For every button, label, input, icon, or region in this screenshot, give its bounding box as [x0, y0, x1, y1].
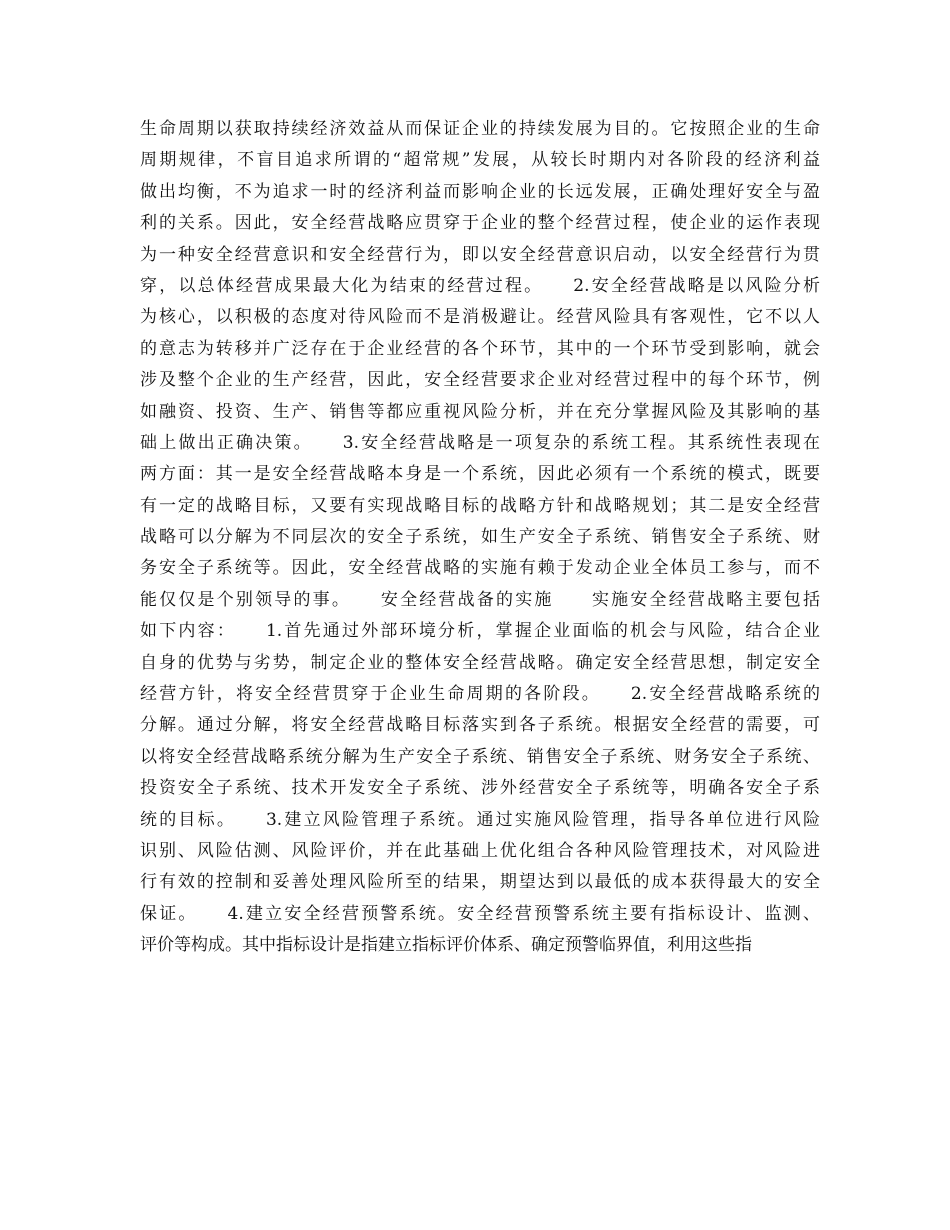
- text-line-7: 为核心，以积极的态度对待风险而不是消极避让。经营风险具有客观性，它不以人: [140, 307, 820, 328]
- text-line-21: 以将安全经营战略系统分解为生产安全子系统、销售安全子系统、财务安全子系统、: [140, 746, 820, 767]
- text-line-1: 生命周期以获取持续经济效益从而保证企业的持续发展为目的。它按照企业的生命: [140, 119, 820, 139]
- text-line-25: 行有效的控制和妥善处理风险所至的结果，期望达到以最低的成本获得最大的安全: [140, 872, 820, 893]
- text-line-20: 分解。通过分解，将安全经营战略目标落实到各子系统。根据安全经营的需要，可: [140, 715, 820, 736]
- text-line-13: 有一定的战略目标，又要有实现战略目标的战略方针和战略规划；其二是安全经营: [140, 495, 820, 516]
- text-line-9: 涉及整个企业的生产经营，因此，安全经营要求企业对经营过程中的每个环节，例: [140, 370, 820, 391]
- text-line-11: 础上做出正确决策。 3.安全经营战略是一项复杂的系统工程。其系统性表现在: [140, 432, 820, 453]
- text-line-2: 周期规律，不盲目追求所谓的“超常规”发展，从较长时期内对各阶段的经济利益: [140, 150, 820, 171]
- text-line-26: 保证。 4.建立安全经营预警系统。安全经营预警系统主要有指标设计、监测、: [140, 903, 820, 924]
- text-line-5: 为一种安全经营意识和安全经营行为，即以安全经营意识启动，以安全经营行为贯: [140, 244, 820, 265]
- body-text: [140, 114, 820, 962]
- text-line-16: 能仅仅是个别领导的事。 安全经营战备的实施 实施安全经营战略主要包括: [140, 589, 820, 610]
- text-line-6: 穿，以总体经营成果最大化为结束的经营过程。 2.安全经营战略是以风险分析: [140, 275, 820, 296]
- text-line-10: 如融资、投资、生产、销售等都应重视风险分析，并在充分掌握风险及其影响的基: [140, 401, 820, 422]
- text-line-15: 务安全子系统等。因此，安全经营战略的实施有赖于发动企业全体员工参与，而不: [140, 558, 820, 579]
- text-line-24: 识别、风险估测、风险评价，并在此基础上优化组合各种风险管理技术，对风险进: [140, 840, 820, 861]
- text-line-14: 战略可以分解为不同层次的安全子系统，如生产安全子系统、销售安全子系统、财: [140, 527, 820, 548]
- text-line-23: 统的目标。 3.建立风险管理子系统。通过实施风险管理，指导各单位进行风险: [140, 809, 820, 830]
- text-line-4: 利的关系。因此，安全经营战略应贯穿于企业的整个经营过程，使企业的运作表现: [140, 213, 820, 234]
- text-line-22: 投资安全子系统、技术开发安全子系统、涉外经营安全子系统等，明确各安全子系: [140, 778, 820, 799]
- text-line-17: 如下内容： 1.首先通过外部环境分析，掌握企业面临的机会与风险，结合企业: [140, 621, 820, 642]
- text-line-18: 自身的优势与劣势，制定企业的整体安全经营战略。确定安全经营思想，制定安全: [140, 652, 820, 673]
- text-line-3: 做出均衡，不为追求一时的经济利益而影响企业的长远发展，正确处理好安全与盈: [140, 181, 820, 202]
- text-line-27: 评价等构成。其中指标设计是指建立指标评价体系、确定预警临界值，利用这些指: [140, 935, 752, 956]
- text-line-12: 两方面：其一是安全经营战略本身是一个系统，因此必须有一个系统的模式，既要: [140, 464, 820, 485]
- text-line-8: 的意志为转移并广泛存在于企业经营的各个环节，其中的一个环节受到影响，就会: [140, 338, 820, 359]
- text-line-19: 经营方针，将安全经营贯穿于企业生命周期的各阶段。 2.安全经营战略系统的: [140, 684, 820, 705]
